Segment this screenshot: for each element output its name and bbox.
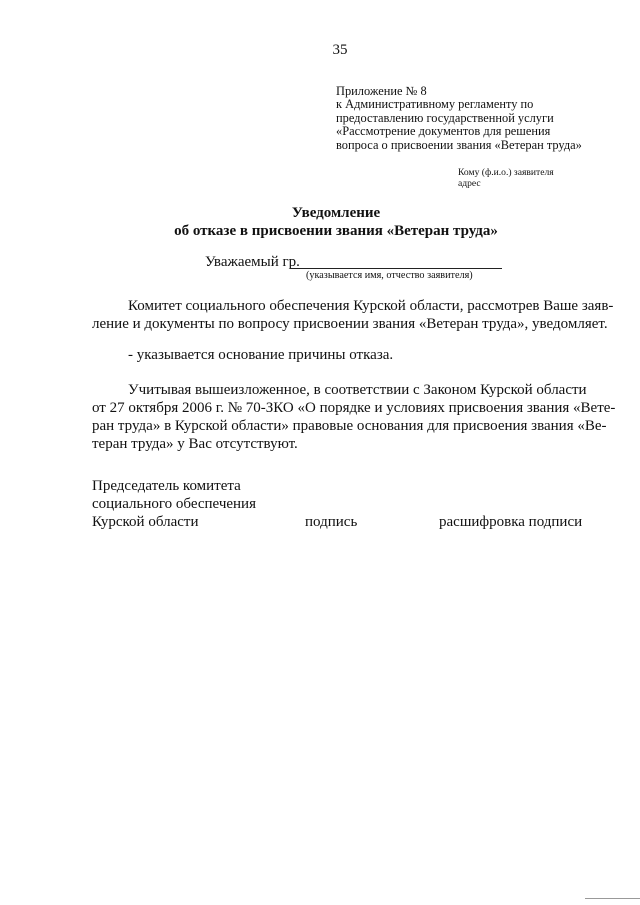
paragraph-3-line-2: от 27 октября 2006 г. № 70-ЗКО «О порядке и условиях присвоения звания «Вете- xyxy=(92,400,616,416)
paragraph-3-line-4: теран труда» у Вас отсутствуют. xyxy=(92,436,298,452)
paragraph-3-line-3: ран труда» в Курской области» правовые основания для присвоения звания «Ве- xyxy=(92,418,607,434)
document-subtitle: об отказе в присвоении звания «Ветеран труда» xyxy=(174,223,498,239)
paragraph-1-line-2: ление и документы по вопросу присвоении звания «Ветеран труда», уведомляет. xyxy=(92,316,608,332)
signatory-position-line-2: социального обеспечения xyxy=(92,496,256,512)
recipient-block xyxy=(458,167,554,189)
scan-edge-line xyxy=(585,898,640,899)
recipient-address-label: адрес xyxy=(458,178,481,189)
appendix-line: предоставлению государственной услуги xyxy=(336,110,554,125)
signature-label: подпись xyxy=(305,514,358,530)
appendix-line: «Рассмотрение документов для решения xyxy=(336,124,551,139)
appendix-line: вопроса о присвоении звания «Ветеран труда» xyxy=(336,137,582,152)
signature-decode-label: расшифровка подписи xyxy=(439,514,583,530)
paragraph-1-line-1: Комитет социального обеспечения Курской области, рассмотрев Ваше заяв- xyxy=(128,298,614,314)
appendix-block xyxy=(336,85,582,152)
appendix-line: к Административному регламенту по xyxy=(336,97,534,112)
paragraph-2: - указывается основание причины отказа. xyxy=(128,347,394,363)
salutation-hint: (указывается имя, отчество заявителя) xyxy=(306,270,473,281)
recipient-name-label: Кому (ф.и.о.) заявителя xyxy=(458,167,554,178)
signatory-position-line-1: Председатель комитета xyxy=(92,478,241,494)
paragraph-3-line-1: Учитывая вышеизложенное, в соответствии с Законом Курской области xyxy=(128,382,587,398)
appendix-line: Приложение № 8 xyxy=(336,84,427,98)
document-title: Уведомление xyxy=(291,205,381,221)
signatory-position-line-3: Курской области xyxy=(92,514,199,530)
salutation: Уважаемый гр. xyxy=(205,254,300,270)
page-number: 35 xyxy=(332,42,348,58)
salutation-blank-line xyxy=(290,268,502,269)
